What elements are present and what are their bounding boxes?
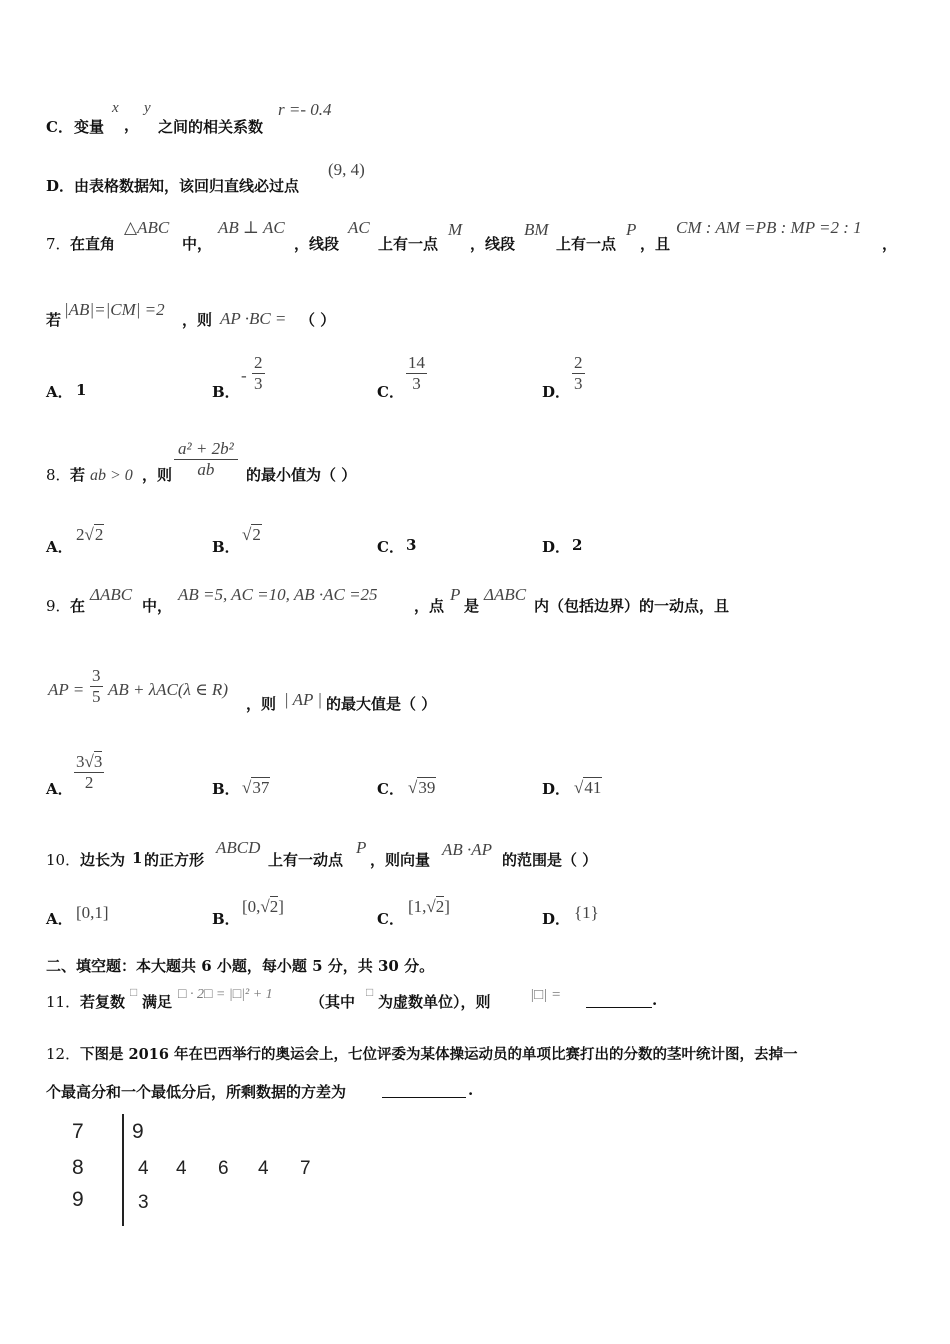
q-text: 中， bbox=[182, 235, 213, 253]
q-text: 若 bbox=[70, 466, 86, 484]
option-c-label: C． bbox=[377, 383, 404, 401]
leaf: 3 bbox=[138, 1192, 149, 1213]
option-b-fraction bbox=[252, 353, 265, 394]
q-text: 是 bbox=[464, 597, 480, 615]
option-d-value: √41 bbox=[574, 778, 602, 797]
section-heading: 二、填空题：本大题共 6 小题，每小题 5 分，共 30 分。 bbox=[46, 957, 435, 975]
q-text: ，则 bbox=[246, 695, 277, 713]
leaf: 4 bbox=[176, 1158, 187, 1179]
math: □ bbox=[130, 985, 138, 999]
stem-divider bbox=[122, 1114, 124, 1226]
option-c-value: √39 bbox=[408, 778, 436, 797]
math: ab > 0 bbox=[90, 467, 133, 484]
question-number: 10． bbox=[46, 851, 81, 869]
option-label: C． bbox=[46, 118, 73, 136]
radicand: 2 bbox=[435, 897, 445, 916]
q-text: 的最小值为（ ） bbox=[246, 466, 357, 484]
answer-blank[interactable] bbox=[586, 991, 652, 1008]
question-number: 8． bbox=[46, 466, 71, 484]
math: |□| = bbox=[530, 987, 562, 1003]
radicand: 37 bbox=[252, 778, 270, 797]
radicand: 39 bbox=[418, 778, 436, 797]
stem-leaf-plot bbox=[60, 1112, 340, 1232]
option-d-value: {1} bbox=[574, 903, 599, 922]
option-a-value: 2√2 bbox=[76, 525, 104, 544]
denominator: 2 bbox=[74, 772, 104, 793]
q-text: 若 bbox=[46, 311, 62, 329]
q-text: 内（包括边界）的一动点，且 bbox=[534, 597, 730, 615]
option-c-value: 3 bbox=[406, 536, 417, 554]
denominator: ab bbox=[174, 459, 238, 480]
option-d-value: 2 bbox=[572, 536, 583, 554]
q-text: 上有一点 bbox=[556, 235, 617, 253]
q-text: . bbox=[652, 991, 658, 1009]
q-text: 的最大值是（ ） bbox=[326, 695, 437, 713]
radicand: 2 bbox=[94, 525, 104, 544]
math: AB + λAC(λ ∈ R) bbox=[108, 680, 228, 699]
math: □ bbox=[366, 985, 374, 999]
leaf: 9 bbox=[132, 1120, 144, 1143]
option-c-label: C． bbox=[377, 780, 404, 798]
option-c-value: [1,√2] bbox=[408, 897, 450, 916]
q-text: ，线段 bbox=[294, 235, 340, 253]
q-text: ，且 bbox=[640, 235, 671, 253]
q-text: 上有一点 bbox=[378, 235, 439, 253]
math: ABCD bbox=[216, 838, 261, 857]
question-8 bbox=[46, 435, 906, 565]
math: AB ·AP bbox=[442, 840, 493, 859]
leaf: 7 bbox=[300, 1158, 311, 1179]
denominator: 3 bbox=[406, 373, 427, 394]
denominator: 3 bbox=[574, 374, 583, 393]
option-d-fraction bbox=[572, 353, 585, 394]
q-text: 满足 bbox=[142, 993, 173, 1011]
option-d-label: D． bbox=[542, 538, 571, 556]
interval-end: ] bbox=[444, 897, 450, 916]
math: P bbox=[450, 585, 461, 604]
radicand: 2 bbox=[252, 525, 261, 544]
q-text: ，点 bbox=[414, 597, 445, 615]
option-b-label: B． bbox=[212, 910, 240, 928]
math: | AP | bbox=[284, 690, 323, 709]
math: ΔABC bbox=[90, 585, 133, 604]
denominator: 5 bbox=[92, 687, 101, 706]
option-b-value: √2 bbox=[242, 525, 261, 544]
interval-end: ] bbox=[278, 897, 284, 916]
q-text: 在 bbox=[70, 597, 86, 615]
q-text: 1 bbox=[132, 849, 143, 867]
option-d-label: D． bbox=[542, 910, 571, 928]
option-a-value: 1 bbox=[76, 381, 87, 399]
numerator: 3 bbox=[92, 666, 101, 685]
question-11 bbox=[46, 985, 906, 1015]
answer-blank[interactable] bbox=[382, 1081, 466, 1098]
option-b-value: √37 bbox=[242, 778, 270, 797]
math: P bbox=[356, 838, 367, 857]
q-text: 边长为 bbox=[80, 851, 126, 869]
stem-7: 7 bbox=[72, 1120, 84, 1143]
math: AB =5, AC =10, AB ·AC =25 bbox=[178, 585, 378, 604]
question-7 bbox=[46, 215, 906, 405]
q-text: 中， bbox=[142, 597, 173, 615]
q-text: ，则 bbox=[142, 466, 173, 484]
q-text: 下图是 2016 年在巴西举行的奥运会上，七位评委为某体操运动员的单项比赛打出的分数的茎叶统计图，去掉一 bbox=[80, 1046, 798, 1063]
option-b-value: [0,√2] bbox=[242, 897, 284, 916]
leaf: 4 bbox=[258, 1158, 269, 1179]
math: AP ·BC = bbox=[220, 309, 287, 328]
option-a-fraction bbox=[74, 752, 104, 793]
leaf: 4 bbox=[138, 1158, 149, 1179]
question-number: 9． bbox=[46, 597, 71, 615]
math: ΔABC bbox=[484, 585, 527, 604]
option-a-value: [0,1] bbox=[76, 903, 109, 922]
coefficient: 2 bbox=[76, 525, 85, 544]
math: BM bbox=[524, 220, 549, 239]
math: CM : AM =PB : MP =2 : 1 bbox=[676, 218, 862, 237]
option-text: 由表格数据知，该回归直线必过点 bbox=[74, 177, 300, 195]
math: |AB|=|CM| =2 bbox=[64, 300, 165, 319]
math: AB ⊥ AC bbox=[218, 218, 285, 237]
math: △ABC bbox=[124, 218, 170, 237]
radicand: 3 bbox=[93, 752, 103, 771]
denominator: 3 bbox=[254, 374, 263, 393]
math: □ · 2□ = |□|² + 1 bbox=[178, 987, 273, 1002]
numerator: 2 bbox=[574, 353, 583, 372]
option-a-label: A． bbox=[46, 538, 73, 556]
math-var-y: y bbox=[144, 100, 151, 116]
question-9 bbox=[46, 580, 906, 810]
numerator: 2 bbox=[254, 353, 263, 372]
q-text: 的范围是（ ） bbox=[502, 851, 598, 869]
option-text: 变量 bbox=[74, 118, 105, 136]
math: AP = bbox=[48, 680, 85, 699]
option-text: 之间的相关系数 bbox=[158, 118, 264, 136]
q8-fraction bbox=[174, 439, 238, 480]
answer-parens: （ ） bbox=[300, 311, 336, 329]
math: AC bbox=[348, 218, 370, 237]
separator: ， bbox=[124, 116, 140, 134]
interval-start: [0, bbox=[242, 897, 261, 916]
q-text: 的正方形 bbox=[144, 851, 205, 869]
option-b-label: B． bbox=[212, 383, 240, 401]
option-b-label: B． bbox=[212, 538, 240, 556]
q-text: 若复数 bbox=[80, 993, 126, 1011]
q-text: 上有一动点 bbox=[268, 851, 344, 869]
question-10 bbox=[46, 835, 906, 935]
math: M bbox=[448, 220, 463, 239]
question-12 bbox=[46, 1040, 906, 1110]
option-b-sign: - bbox=[241, 366, 247, 385]
math-var-x: x bbox=[112, 100, 119, 116]
q-text: ，线段 bbox=[470, 235, 516, 253]
math: P bbox=[626, 220, 637, 239]
q-text: . bbox=[468, 1081, 474, 1099]
stem-8: 8 bbox=[72, 1156, 84, 1179]
q-text: ， bbox=[882, 235, 898, 253]
math-expression: r =- 0.4 bbox=[278, 100, 332, 119]
q-text: （其中 bbox=[310, 993, 356, 1011]
option-a-label: A． bbox=[46, 383, 73, 401]
option-a-label: A． bbox=[46, 780, 73, 798]
radicand: 2 bbox=[269, 897, 279, 916]
q-text: ，则 bbox=[182, 311, 213, 329]
numerator: a² + 2b² bbox=[178, 439, 234, 458]
question-number: 11． bbox=[46, 993, 81, 1011]
q-text: ，则向量 bbox=[370, 851, 431, 869]
interval-start: [1, bbox=[408, 897, 427, 916]
question-number: 12． bbox=[46, 1045, 81, 1063]
q-text: 为虚数单位），则 bbox=[378, 993, 491, 1011]
q9-fraction bbox=[90, 666, 103, 707]
option-label: D． bbox=[46, 177, 75, 195]
coefficient: 3 bbox=[76, 752, 85, 771]
q-text: 在直角 bbox=[70, 235, 116, 253]
math-point: (9, 4) bbox=[328, 160, 365, 179]
numerator: 3√3 bbox=[76, 752, 103, 771]
option-c-fraction bbox=[406, 353, 427, 394]
option-b-label: B． bbox=[212, 780, 240, 798]
radicand: 41 bbox=[584, 778, 602, 797]
option-c-label: C． bbox=[377, 910, 404, 928]
option-a-label: A． bbox=[46, 910, 73, 928]
q-text: 个最高分和一个最低分后，所剩数据的方差为 bbox=[46, 1083, 347, 1101]
option-c-label: C． bbox=[377, 538, 404, 556]
numerator: 14 bbox=[408, 353, 425, 372]
question-number: 7． bbox=[46, 235, 71, 253]
leaf: 6 bbox=[218, 1158, 229, 1179]
option-d-label: D． bbox=[542, 780, 571, 798]
option-d-label: D． bbox=[542, 383, 571, 401]
stem-9: 9 bbox=[72, 1188, 84, 1211]
